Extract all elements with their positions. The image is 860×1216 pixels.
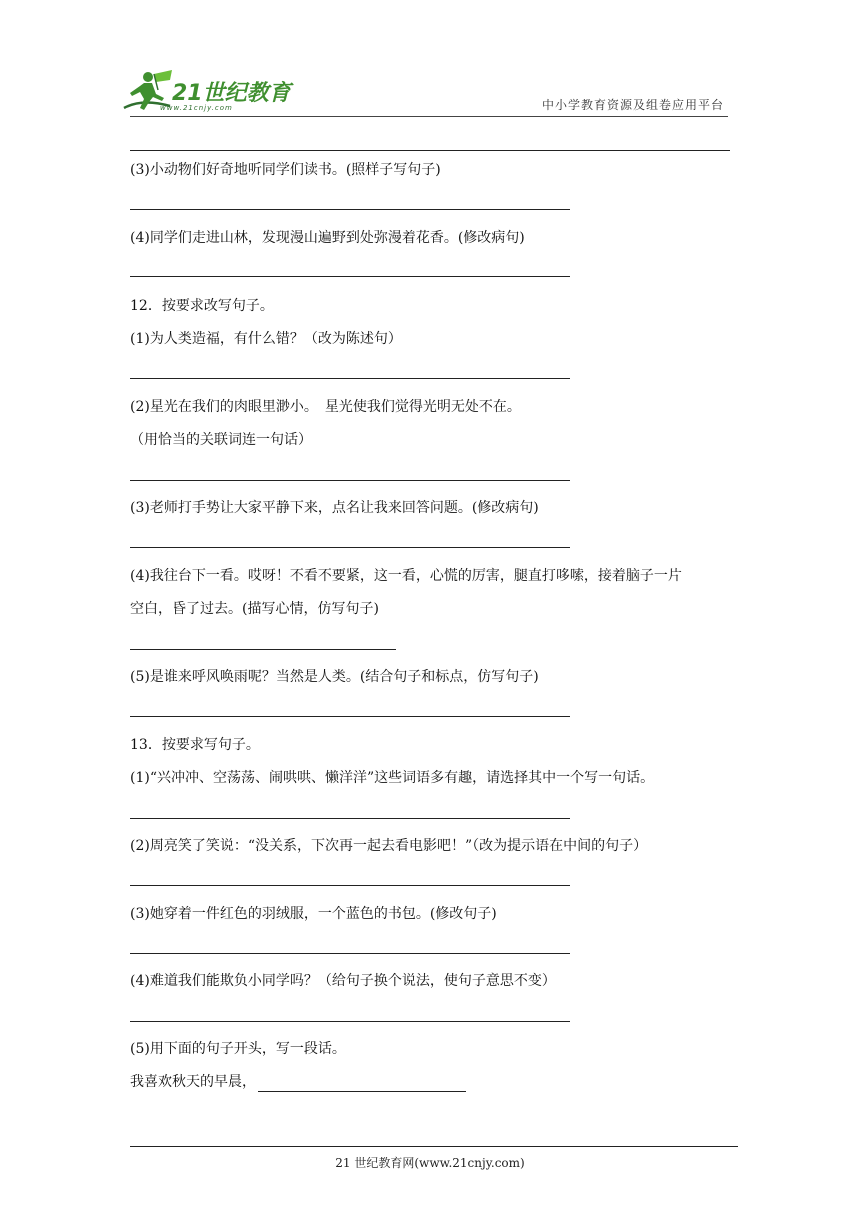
question-13-3: (3)她穿着一件红色的羽绒服，一个蓝色的书包。(修改句子) bbox=[130, 906, 497, 922]
answer-line bbox=[130, 150, 730, 151]
answer-line bbox=[130, 818, 570, 819]
question-11-4: (4)同学们走进山林，发现漫山遍野到处弥漫着花香。(修改病句) bbox=[130, 230, 525, 246]
question-12-3: (3)老师打手势让大家平静下来，点名让我来回答问题。(修改病句) bbox=[130, 500, 539, 516]
question-12-5: (5)是谁来呼风唤雨呢？当然是人类。(结合句子和标点，仿写句子) bbox=[130, 669, 539, 685]
answer-line bbox=[130, 716, 570, 717]
answer-line bbox=[130, 1021, 570, 1022]
header-tagline: 中小学教育资源及组卷应用平台 bbox=[541, 98, 724, 112]
answer-line bbox=[130, 885, 570, 886]
question-13-5: (5)用下面的句子开头，写一段话。 bbox=[130, 1041, 346, 1057]
question-13-4: (4)难道我们能欺负小同学吗？（给句子换个说法，使句子意思不变） bbox=[130, 973, 556, 989]
footer-divider bbox=[130, 1146, 738, 1147]
answer-line bbox=[130, 209, 570, 210]
answer-line bbox=[130, 953, 570, 954]
answer-line bbox=[130, 276, 570, 277]
question-13-2: (2)周亮笑了笑说：“没关系，下次再一起去看电影吧！”（改为提示语在中间的句子） bbox=[130, 838, 648, 854]
question-13-5-prompt bbox=[130, 1072, 466, 1092]
answer-line bbox=[130, 480, 570, 481]
logo-wordmark: 21世纪教育 bbox=[172, 81, 291, 106]
question-12-title: 12．按要求改写句子。 bbox=[130, 298, 274, 314]
question-12-2-instruction: （用恰当的关联词连一句话） bbox=[130, 432, 312, 448]
question-13-1: (1)“兴冲冲、空荡荡、闹哄哄、懒洋洋”这些词语多有趣，请选择其中一个写一句话。 bbox=[130, 770, 655, 786]
header-divider bbox=[130, 116, 728, 117]
question-13-title: 13．按要求写句子。 bbox=[130, 737, 260, 753]
answer-line bbox=[130, 649, 396, 650]
question-12-1: (1)为人类造福，有什么错？（改为陈述句） bbox=[130, 331, 402, 347]
answer-line bbox=[130, 547, 570, 548]
question-12-4: (4)我往台下一看。哎呀！不看不要紧，这一看，心慌的厉害，腿直打哆嗦，接着脑子一片 bbox=[130, 568, 682, 584]
answer-line bbox=[130, 378, 570, 379]
fill-blank bbox=[258, 1076, 466, 1092]
question-12-2: (2)星光在我们的肉眼里渺小。 星光使我们觉得光明无处不在。 bbox=[130, 399, 521, 415]
footer-text: 21 世纪教育网(www.21cnjy.com) bbox=[335, 1156, 525, 1170]
question-12-4-cont: 空白，昏了过去。(描写心情，仿写句子) bbox=[130, 601, 379, 617]
logo-url: www.21cnjy.com bbox=[160, 104, 233, 112]
sentence-starter: 我喜欢秋天的早晨， bbox=[130, 1074, 256, 1090]
page-header bbox=[0, 0, 860, 150]
site-logo bbox=[122, 68, 292, 114]
question-11-3: (3)小动物们好奇地听同学们读书。(照样子写句子) bbox=[130, 162, 441, 178]
